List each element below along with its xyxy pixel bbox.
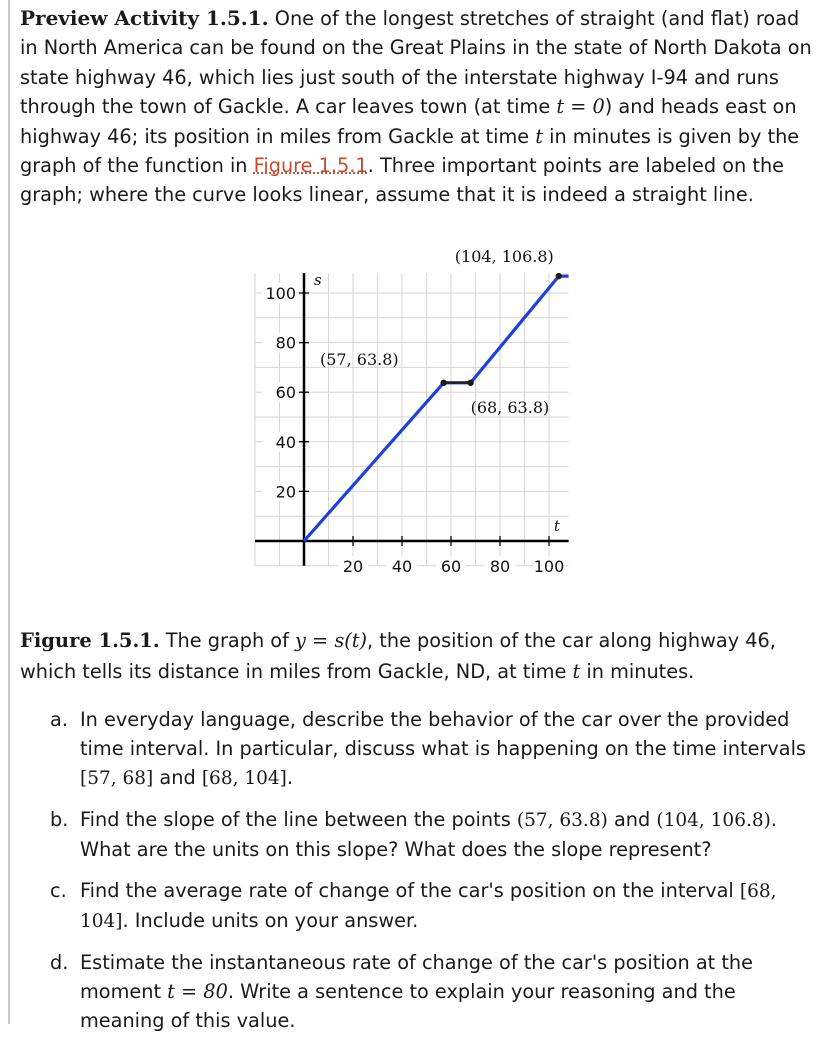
intro-text-4: . Three important points are labeled on the graph; where the curve looks linear, assume that it is indeed a straight line. xyxy=(20,154,785,207)
caption-text-2: , the position of the car along highway 46, which tells its distance in miles from Gackle, ND, at time xyxy=(20,629,776,683)
question-marker: d. xyxy=(50,951,69,974)
question-marker: a. xyxy=(50,708,68,731)
y-tick-label: 100 xyxy=(265,284,296,303)
intro-text-1: One of the longest stretches of straight (and flat) road in North America can be found on the Great Plains in the state of North Dakota on state highway 46, which lies just south of the interstate highway I-94 and runs through the town of Gackle. A car leaves town (at time xyxy=(20,7,812,119)
question-math: [68, 104] xyxy=(80,881,777,932)
question-math: (57, 63.8) xyxy=(516,810,608,831)
question-d xyxy=(50,948,820,1035)
data-point xyxy=(467,380,473,386)
figure-caption xyxy=(20,625,820,687)
x-tick-label: 40 xyxy=(391,557,413,576)
y-tick-label: 60 xyxy=(275,383,296,403)
figure-graph xyxy=(229,235,589,605)
activity-content xyxy=(20,0,820,210)
data-point-label: (57, 63.8) xyxy=(320,349,399,369)
y-tick-label: 20 xyxy=(275,482,296,502)
caption-text-3: in minutes. xyxy=(580,660,695,683)
question-text: and xyxy=(607,808,657,831)
figure-link[interactable]: Figure 1.5.1 xyxy=(253,154,368,178)
question-a xyxy=(50,705,820,793)
y-axis-label: s xyxy=(314,271,322,290)
caption-text-1: The graph of xyxy=(165,629,296,652)
question-math: [57, 68] xyxy=(80,768,154,789)
y-tick-label: 80 xyxy=(275,333,296,353)
question-text: Estimate the instantaneous rate of change of the car's position at the moment xyxy=(80,951,753,1003)
question-text: and xyxy=(153,766,202,789)
caption-math-eq: y = s(t) xyxy=(295,629,368,652)
intro-math-t0: t = 0 xyxy=(556,95,605,119)
caption-title: Figure 1.5.1. xyxy=(20,629,160,652)
question-marker: c. xyxy=(50,879,67,902)
x-tick-label: 60 xyxy=(440,557,462,576)
page-left-rule xyxy=(8,0,10,1024)
data-point-label: (68, 63.8) xyxy=(470,397,550,417)
question-math: (104, 106.8) xyxy=(656,810,771,831)
x-tick-label: 100 xyxy=(533,557,565,576)
intro-text-3: in minutes is given by the graph of the function in xyxy=(20,124,800,178)
question-marker: b. xyxy=(50,808,69,831)
question-text: Find the average rate of change of the car's position on the interval xyxy=(80,879,740,902)
data-point-label: (104, 106.8) xyxy=(454,247,554,267)
x-axis-label: t xyxy=(553,517,560,535)
activity-intro xyxy=(20,4,820,210)
question-text: . xyxy=(286,766,294,789)
question-text: Find the slope of the line between the points xyxy=(80,808,517,831)
y-tick-label: 40 xyxy=(275,432,296,452)
question-list xyxy=(50,705,820,1047)
question-b xyxy=(50,805,820,864)
data-point xyxy=(440,380,446,386)
caption-math-t: t xyxy=(572,660,581,683)
question-text: . What are the units on this slope? What does the slope represent? xyxy=(80,808,777,861)
intro-text-2: ) and heads east on highway 46; its position in miles from Gackle at time xyxy=(20,95,797,148)
data-point xyxy=(556,273,562,279)
question-text: . Write a sentence to explain your reasoning and the meaning of this value. xyxy=(80,980,736,1032)
x-tick-label: 20 xyxy=(342,557,364,576)
question-math: [68, 104] xyxy=(201,768,287,789)
question-text: . Include units on your answer. xyxy=(122,909,419,932)
x-tick-label: 80 xyxy=(489,557,511,576)
question-c xyxy=(50,876,820,936)
position-graph xyxy=(229,235,589,605)
question-math: t = 80 xyxy=(167,980,228,1003)
activity-title: Preview Activity 1.5.1. xyxy=(20,6,269,30)
question-text: In everyday language, describe the behavior of the car over the provided time interval. In particular, discuss what is happening on the time intervals xyxy=(80,708,806,760)
intro-math-t: t xyxy=(535,124,543,148)
